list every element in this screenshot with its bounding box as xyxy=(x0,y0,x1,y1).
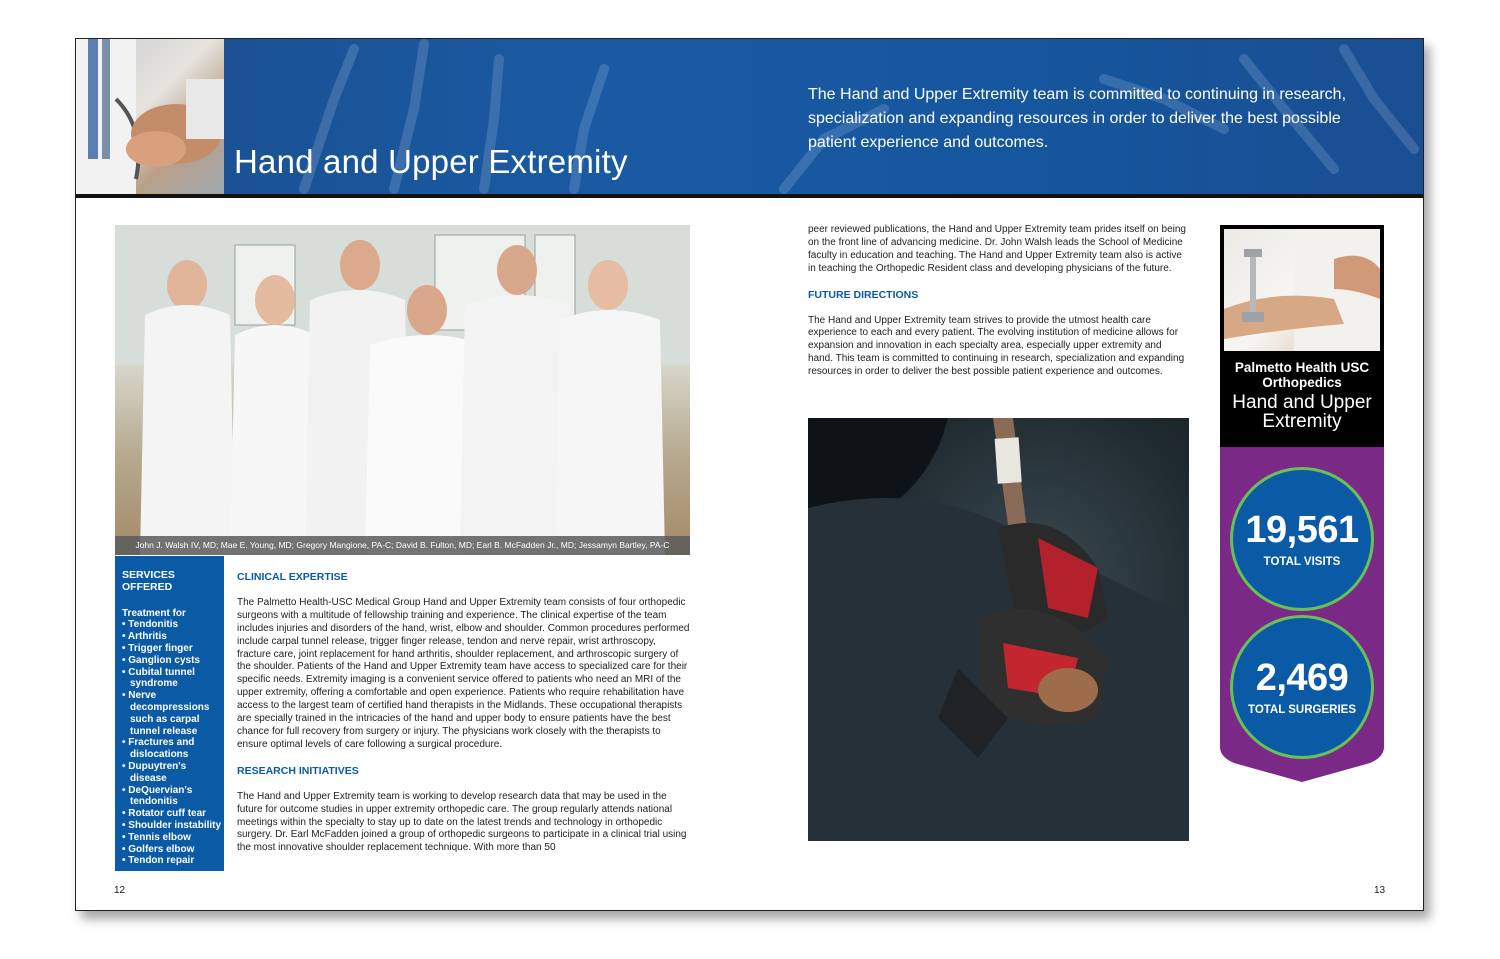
sidebar-title: Hand and Upper Extremity xyxy=(1232,392,1372,432)
clinical-expertise-heading: CLINICAL EXPERTISE xyxy=(237,571,348,583)
sidebar-title-block xyxy=(1220,351,1384,447)
research-initiatives-text: The Hand and Upper Extremity team is working to develop research data that may be used in the future for outcome studies in upper extremity orthopedic care. The group regularly attends national meetings within the specialty to stay up to date on the latest trends and technology in orthopedic surgery. Dr. Earl McFadden joined a group of orthopedic surgeons to participate in a clinical trial using the most innovative shoulder replacement technique. With more than 50 xyxy=(237,790,687,854)
list-item: • Fractures and dislocations xyxy=(122,737,195,761)
list-item: • Shoulder instability xyxy=(122,819,222,831)
services-offered-box xyxy=(115,556,224,871)
header-banner xyxy=(76,39,1423,194)
stats-ribbon xyxy=(1220,447,1384,782)
list-item: • Golfers elbow xyxy=(122,843,195,855)
page-number-left: 12 xyxy=(114,885,126,896)
total-surgeries-stat xyxy=(1230,615,1374,759)
future-directions-text: The Hand and Upper Extremity team strives to provide the utmost health care experience to each and every patient. The evolving institution of medicine allows for expansion and innovation in each specialty area, especially upper extremity and hand. This team is committed to continuing in research, specialization and expanding resources in order to deliver the best possible patient experience and outcomes. xyxy=(808,314,1185,378)
header-lead-text: The Hand and Upper Extremity team is committed to continuing in research, specialization and expanding resources in order to deliver the best possible patient experience and outcomes. xyxy=(808,86,1347,151)
batter-gloves-photo xyxy=(808,418,1189,841)
list-item: • Dupuytren's disease xyxy=(122,760,187,784)
list-item: • Tennis elbow xyxy=(122,831,191,843)
list-item: • DeQuervian's tendonitis xyxy=(122,784,193,808)
services-list xyxy=(122,619,224,867)
stats-sidebar xyxy=(1220,225,1384,797)
therapy-photo xyxy=(1224,229,1380,351)
team-photo xyxy=(115,225,690,555)
clinical-expertise-text: The Palmetto Health-USC Medical Group Hand and Upper Extremity team consists of four orthopedic surgeons with a multitude of fellowship training and experience. The clinical expertise of the team includes injuries and disorders of the hand, wrist, elbow and shoulder. Common procedures performed include carpal tunnel release, trigger finger release, tendon and nerve repair, wrist arthroscopy, fracture care, joint replacement for hand arthritis, shoulder replacement, and arthroscopic surgery of the shoulder. Patients of the Hand and Upper Extremity team have access to specialized care for their specific needs. Extremity imaging is a convenient service offered to patients who need an MRI of the upper extremity, offering a comfortable and open experience. Patients who require rehabilitation have access to the largest team of certified hand therapists in the Midlands. These occupational therapists are specially trained in the intricacies of the hand and upper body to ensure patients have the best chance for full recovery from surgery or injury. The physicians work closely with the therapists to ensure optimal levels of care following a surgical procedure. xyxy=(237,596,690,750)
list-item: • Tendonitis xyxy=(122,619,179,631)
research-initiatives-heading: RESEARCH INITIATIVES xyxy=(237,764,359,777)
sidebar-org-name: Palmetto Health USC Orthopedics xyxy=(1234,360,1370,390)
list-item: • Ganglion cysts xyxy=(122,654,200,666)
page-title: Hand and Upper Extremity xyxy=(234,143,628,180)
future-directions-heading: FUTURE DIRECTIONS xyxy=(808,288,919,301)
left-page-body xyxy=(237,571,692,855)
right-page-body xyxy=(808,224,1188,379)
total-visits-value: 19,561 xyxy=(1245,509,1359,551)
brochure-spread xyxy=(75,38,1424,911)
doctor-hands-photo xyxy=(76,39,224,194)
list-item: • Trigger finger xyxy=(122,642,193,654)
list-item: • Arthritis xyxy=(122,631,167,643)
total-visits-stat xyxy=(1230,467,1374,611)
therapy-photo-frame xyxy=(1220,225,1384,351)
services-heading: SERVICES OFFERED xyxy=(122,569,175,593)
list-item: • Cubital tunnel syndrome xyxy=(122,666,195,690)
total-visits-label: TOTAL VISITS xyxy=(1263,556,1341,568)
list-item: • Tendon repair xyxy=(122,855,195,867)
page-number-right: 13 xyxy=(1374,885,1386,896)
list-item: • Nerve decompressions such as carpal tunnel release xyxy=(122,690,210,737)
total-surgeries-value: 2,469 xyxy=(1255,657,1349,699)
total-surgeries-label: TOTAL SURGERIES xyxy=(1248,704,1356,716)
research-continued-text: peer reviewed publications, the Hand and Upper Extremity team prides itself on being on the front line of advancing medicine. Dr. John Walsh leads the School of Medicine faculty in education and teaching. The Hand and Upper Extremity team also is active in teaching the Orthopedic Resident class and developing physicians of the future. xyxy=(808,224,1186,274)
services-intro: Treatment for xyxy=(122,607,186,619)
list-item: • Rotator cuff tear xyxy=(122,808,207,820)
team-photo-caption: John J. Walsh IV, MD; Mae E. Young, MD; Gregory Mangione, PA-C; David B. Fulton, MD; Earl B. McFadden Jr., MD; Jessamyn Bartley, PA-C xyxy=(115,536,690,555)
